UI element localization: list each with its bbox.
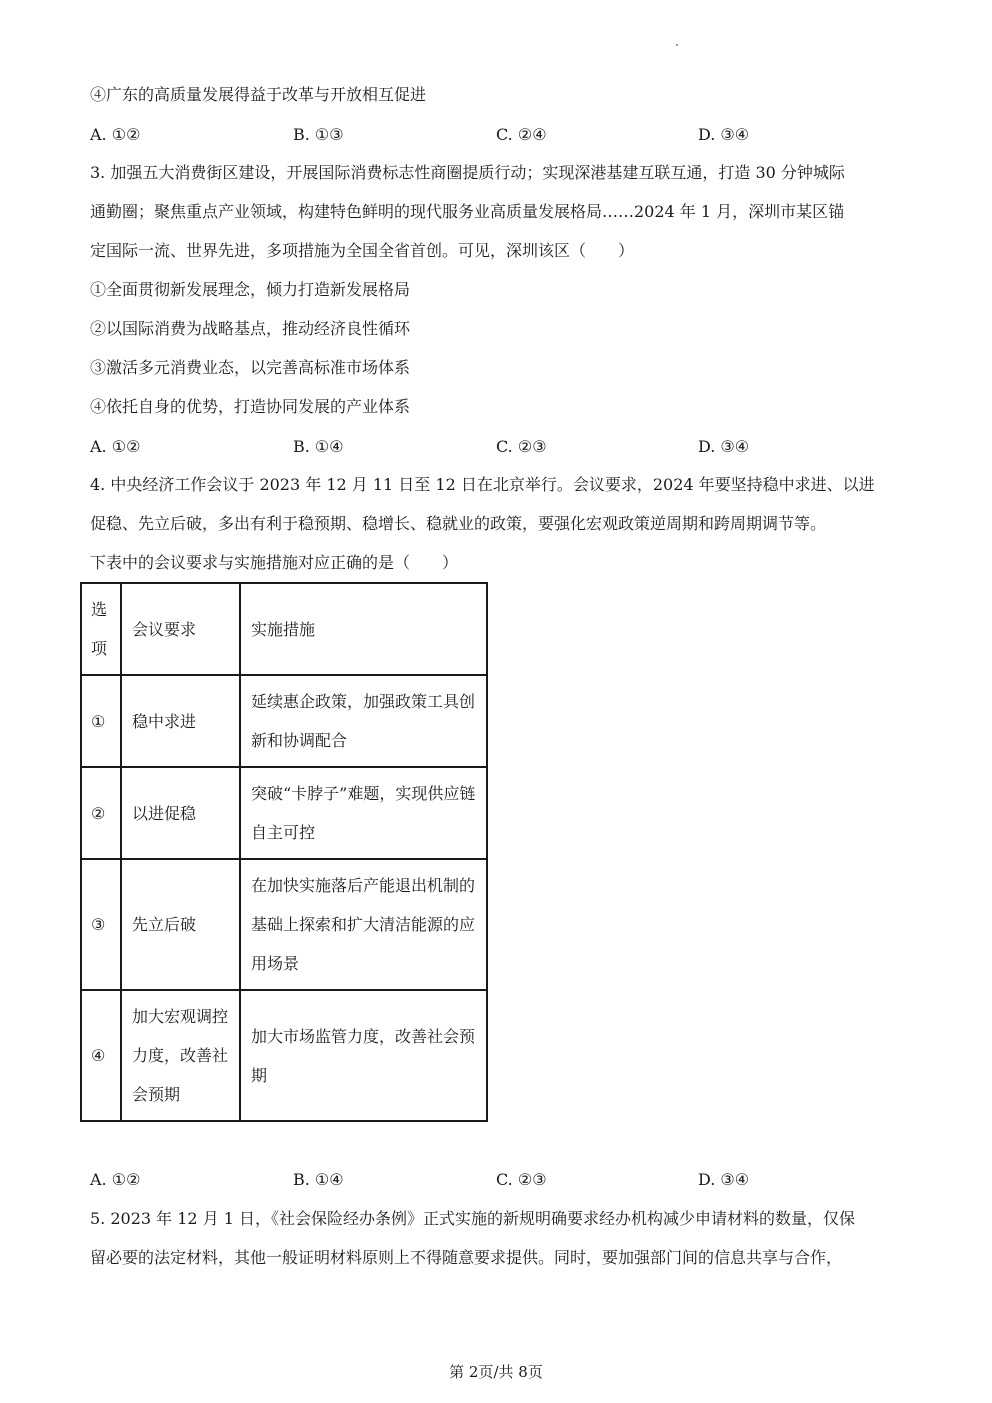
q4-line-1: 4. 中央经济工作会议于 2023 年 12 月 11 日至 12 日在北京举行。会议要求，2024 年要坚持稳中求进、以进	[90, 475, 875, 494]
row-measure: 突破“卡脖子”难题，实现供应链自主可控	[240, 767, 487, 859]
row-measure: 在加快实施落后产能退出机制的基础上探索和扩大清洁能源的应用场景	[240, 859, 487, 990]
table-header-row	[81, 583, 487, 675]
q3-line-3: 定国际一流、世界先进，多项措施为全国全省首创。可见，深圳该区（ ）	[90, 241, 635, 260]
row-option-number: ①	[81, 675, 121, 767]
row-requirement: 加大宏观调控力度，改善社会预期	[121, 990, 240, 1121]
q2-option-c: C. ②④	[496, 125, 547, 144]
q3-option-a: A. ①②	[90, 437, 141, 456]
q4-option-b: B. ①④	[293, 1170, 344, 1189]
row-requirement: 先立后破	[121, 859, 240, 990]
q4-table	[80, 582, 488, 1122]
row-option-number: ④	[81, 990, 121, 1121]
scan-dot	[676, 44, 678, 46]
q2-statement-4: ④广东的高质量发展得益于改革与开放相互促进	[90, 85, 427, 104]
q3-line-1: 3. 加强五大消费街区建设，开展国际消费标志性商圈提质行动；实现深港基建互联互通，打造 30 分钟城际	[90, 163, 845, 182]
row-measure: 加大市场监管力度，改善社会预期	[240, 990, 487, 1121]
table-header-option: 选项	[81, 583, 121, 675]
q2-option-d: D. ③④	[698, 125, 750, 144]
table-header-requirement: 会议要求	[121, 583, 240, 675]
q5-line-2: 留必要的法定材料，其他一般证明材料原则上不得随意要求提供。同时，要加强部门间的信息共享与合作，	[90, 1248, 843, 1267]
q4-line-3: 下表中的会议要求与实施措施对应正确的是（ ）	[90, 553, 459, 572]
q3-statement-3: ③激活多元消费业态，以完善高标准市场体系	[90, 358, 411, 377]
table-row	[81, 990, 487, 1121]
row-measure: 延续惠企政策，加强政策工具创新和协调配合	[240, 675, 487, 767]
q3-statement-4: ④依托自身的优势，打造协同发展的产业体系	[90, 397, 411, 416]
row-requirement: 以进促稳	[121, 767, 240, 859]
q3-option-c: C. ②③	[496, 437, 547, 456]
page-footer: 第 2页/共 8页	[449, 1363, 543, 1381]
table-row	[81, 675, 487, 767]
q3-statement-1: ①全面贯彻新发展理念，倾力打造新发展格局	[90, 280, 411, 299]
q3-option-d: D. ③④	[698, 437, 750, 456]
q2-option-b: B. ①③	[293, 125, 344, 144]
q4-options	[90, 1170, 906, 1190]
row-requirement: 稳中求进	[121, 675, 240, 767]
q3-options	[90, 437, 906, 457]
row-option-number: ②	[81, 767, 121, 859]
q2-options	[90, 125, 906, 145]
q3-option-b: B. ①④	[293, 437, 344, 456]
q5-line-1: 5. 2023 年 12 月 1 日，《社会保险经办条例》正式实施的新规明确要求经办机构减少申请材料的数量，仅保	[90, 1209, 856, 1228]
q3-line-2: 通勤圈；聚焦重点产业领域，构建特色鲜明的现代服务业高质量发展格局……2024 年 1 月，深圳市某区锚	[90, 202, 845, 221]
q2-option-a: A. ①②	[90, 125, 141, 144]
q3-statement-2: ②以国际消费为战略基点，推动经济良性循环	[90, 319, 411, 338]
row-option-number: ③	[81, 859, 121, 990]
q4-line-2: 促稳、先立后破，多出有利于稳预期、稳增长、稳就业的政策，要强化宏观政策逆周期和跨周期调节等。	[90, 514, 827, 533]
table-row	[81, 859, 487, 990]
q4-option-a: A. ①②	[90, 1170, 141, 1189]
table-header-measure: 实施措施	[240, 583, 487, 675]
q4-option-c: C. ②③	[496, 1170, 547, 1189]
table-row	[81, 767, 487, 859]
q4-option-d: D. ③④	[698, 1170, 750, 1189]
